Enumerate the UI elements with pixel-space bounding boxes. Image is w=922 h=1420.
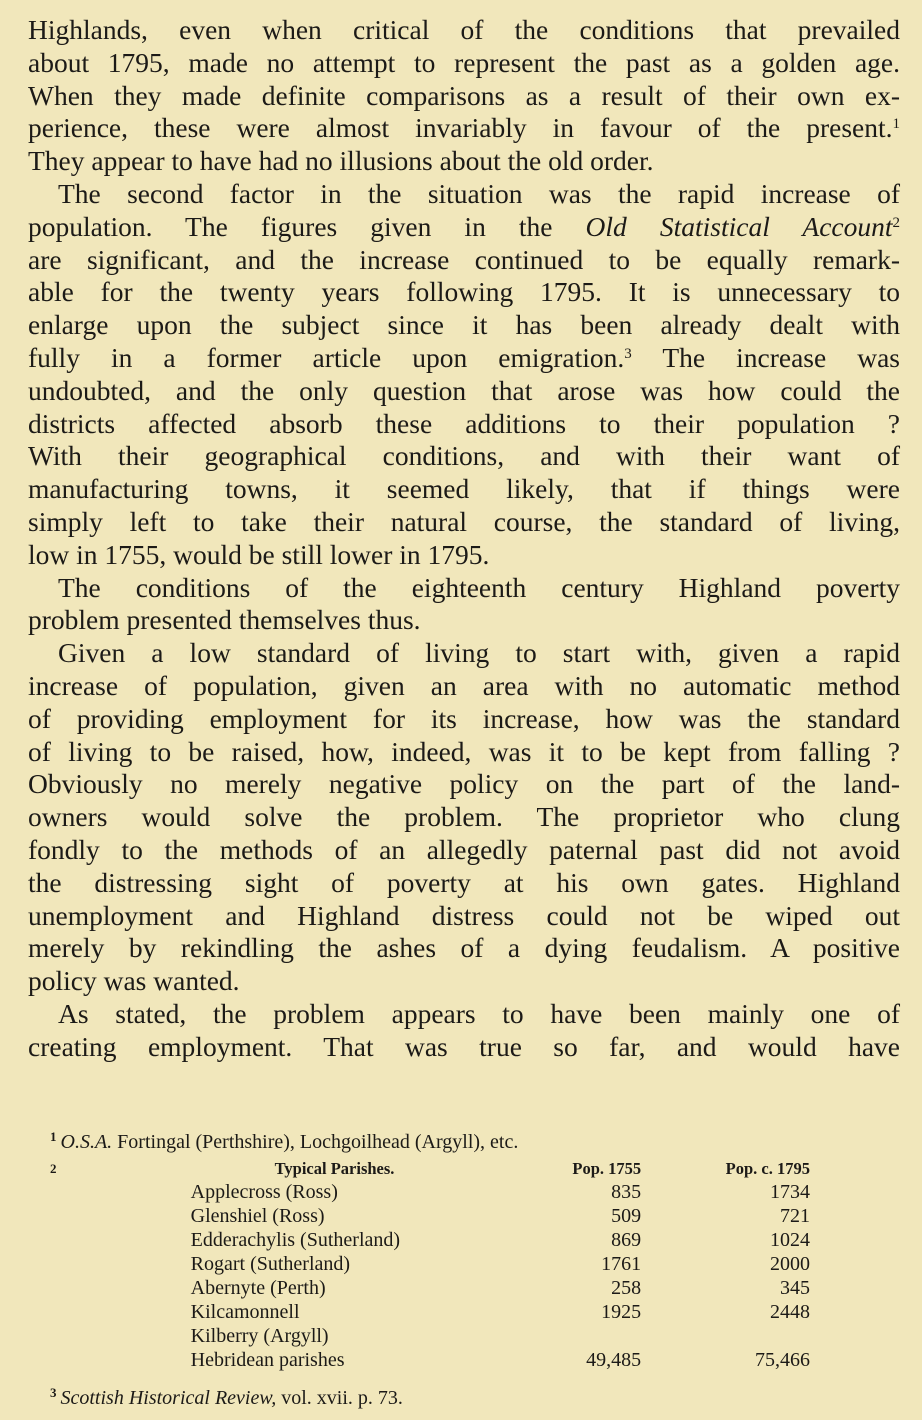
pop-1795-cell: 2000 [770, 1253, 810, 1275]
pop-1755-cell: 1761 [601, 1253, 642, 1275]
text-segment: When they made definite comparisons as a result of their own ex- [28, 79, 900, 111]
pop-1795-cell: 1734 [770, 1181, 810, 1203]
text-line [28, 1031, 900, 1064]
table-row [50, 1324, 810, 1348]
spacer-cell [50, 1180, 191, 1204]
footnote-3 [50, 1380, 403, 1411]
footnote-marker: 2 [50, 1161, 57, 1176]
spacer-cell [50, 1228, 191, 1252]
pop-1755-cell [558, 1324, 641, 1348]
text-line [28, 342, 900, 375]
text-line [28, 375, 900, 408]
pop-1795-cell: 721 [780, 1205, 810, 1227]
text-segment: manufacturing towns, it seemed likely, that if things were [28, 473, 900, 505]
footnote-text: Fortingal (Perthshire), Lochgoilhead (Argyll), etc. [112, 1131, 519, 1153]
pop-1795-cell: 1024 [770, 1229, 810, 1251]
text-line [28, 965, 900, 998]
spacer-cell [50, 1300, 191, 1324]
text-segment: districts affected absorb these additions to their population ? [28, 407, 900, 439]
text-segment: They appear to have had no illusions about the old order. [28, 145, 654, 177]
pop-1795-cell: 75,466 [755, 1349, 810, 1371]
text-segment: The increase was [631, 341, 900, 373]
text-line [28, 112, 900, 145]
text-line [28, 408, 900, 441]
text-segment: Obviously no merely negative policy on the part of the land- [28, 768, 900, 800]
text-segment: Highlands, even when critical of the conditions that prevailed [28, 14, 900, 45]
footnote-citation: O.S.A. [60, 1131, 113, 1153]
spacer-cell [50, 1276, 191, 1300]
text-segment: perience, these were almost invariably in favour of the present. [28, 112, 893, 144]
parish-cell: Kilcamonnell [190, 1301, 300, 1323]
pop-1795-cell [641, 1324, 810, 1348]
text-line [28, 703, 900, 736]
spacer-cell [50, 1324, 191, 1348]
text-segment: With their geographical conditions, and with their want of [28, 440, 900, 472]
text-line [28, 14, 900, 47]
text-line [28, 867, 900, 900]
footnote-reference: 2 [892, 214, 900, 231]
text-segment: the distressing sight of poverty at his own gates. Highland [28, 866, 900, 898]
text-segment: The conditions of the eighteenth century Highland poverty [58, 571, 900, 603]
footnote-text: vol. xvii. p. 73. [276, 1387, 403, 1409]
text-segment: The second factor in the situation was the rapid increase of [58, 177, 900, 209]
text-segment: problem presented themselves thus. [28, 604, 421, 636]
text-line [28, 244, 900, 277]
pop-1755-cell: 1925 [601, 1301, 642, 1323]
text-line [28, 801, 900, 834]
text-line [28, 670, 900, 703]
text-line [28, 473, 900, 506]
parish-cell: Edderachylis (Sutherland) [190, 1229, 401, 1251]
text-segment: enlarge upon the subject since it has been already dealt with [28, 309, 900, 341]
text-segment: Given a low standard of living to start with, given a rapid [58, 637, 900, 669]
text-segment: able for the twenty years following 1795. It is unnecessary to [28, 276, 900, 308]
text-segment: creating employment. That was true so far, and would have [28, 1030, 900, 1062]
text-line [28, 637, 900, 670]
footnote-reference: 1 [892, 116, 900, 133]
text-segment: merely by rekindling the ashes of a dying feudalism. A positive [28, 932, 900, 964]
text-segment: increase of population, given an area with no automatic method [28, 669, 900, 701]
table-header-parishes: Typical Parishes. [274, 1159, 395, 1178]
pop-1755-cell: 49,485 [586, 1349, 642, 1371]
table-header-pop-1755: Pop. 1755 [572, 1159, 642, 1178]
text-line [28, 47, 900, 80]
text-line [28, 900, 900, 933]
pop-1795-cell: 345 [780, 1277, 810, 1299]
table-row [50, 1348, 810, 1372]
text-segment: about 1795, made no attempt to represent the past as a golden age. [28, 46, 900, 78]
table-row [50, 1276, 810, 1300]
text-line [28, 506, 900, 539]
footnote-reference: 3 [624, 345, 632, 362]
text-line [28, 309, 900, 342]
parish-cell: Kilberry (Argyll) [190, 1325, 329, 1347]
pop-1755-cell: 258 [611, 1277, 642, 1299]
parish-cell: Hebridean parishes [190, 1349, 345, 1371]
text-line [28, 604, 900, 637]
text-segment: population. The figures given in the [28, 210, 586, 242]
pop-1795-cell: 2448 [770, 1301, 810, 1323]
spacer-cell [50, 1204, 191, 1228]
parish-cell: Applecross (Ross) [190, 1181, 338, 1203]
footnote-citation: Scottish Historical Review, [60, 1387, 277, 1409]
text-segment: of living to be raised, how, indeed, was it to be kept from falling ? [28, 735, 900, 767]
text-line [28, 539, 900, 572]
body-text [28, 14, 900, 1064]
italic-title: Old Statistical Account [585, 210, 893, 242]
text-segment: simply left to take their natural course, the standard of living, [28, 505, 900, 537]
text-segment: fully in a former article upon emigration. [28, 341, 625, 373]
text-segment: fondly to the methods of an allegedly paternal past did not avoid [28, 833, 900, 865]
text-segment: As stated, the problem appears to have been mainly one of [58, 997, 900, 1029]
text-line [28, 572, 900, 605]
pop-1755-cell: 869 [611, 1229, 642, 1251]
footnotes [50, 1124, 810, 1409]
text-line [28, 145, 900, 178]
footnote-2-population-table [50, 1158, 810, 1372]
text-line [28, 211, 900, 244]
text-segment: are significant, and the increase continued to be equally remark- [28, 243, 900, 275]
text-line [28, 80, 900, 113]
text-line [28, 736, 900, 769]
spacer-cell [50, 1252, 191, 1276]
table-row [50, 1204, 810, 1228]
footnote-marker: 1 [50, 1129, 57, 1144]
text-segment: undoubted, and the only question that arose was how could the [28, 374, 900, 406]
parish-cell: Rogart (Sutherland) [190, 1253, 351, 1275]
text-line [28, 276, 900, 309]
text-line [28, 178, 900, 211]
footnote-marker: 3 [50, 1385, 57, 1400]
text-segment: unemployment and Highland distress could not be wiped out [28, 899, 900, 931]
text-line [28, 998, 900, 1031]
text-segment: owners would solve the problem. The proprietor who clung [28, 801, 900, 833]
footnote-1 [50, 1124, 810, 1155]
table-row [50, 1300, 810, 1324]
text-segment: policy was wanted. [28, 965, 240, 997]
table-row [50, 1228, 810, 1252]
parish-cell: Abernyte (Perth) [190, 1277, 326, 1299]
table-row [50, 1252, 810, 1276]
text-segment: of providing employment for its increase, how was the standard [28, 702, 900, 734]
text-line [28, 932, 900, 965]
text-line [28, 768, 900, 801]
text-segment: low in 1755, would be still lower in 1795. [28, 538, 490, 570]
text-line [28, 834, 900, 867]
pop-1755-cell: 509 [611, 1205, 642, 1227]
parish-cell: Glenshiel (Ross) [190, 1205, 325, 1227]
pop-1755-cell: 835 [611, 1181, 642, 1203]
spacer-cell [50, 1348, 191, 1372]
table-row [50, 1180, 810, 1204]
text-line [28, 440, 900, 473]
table-header-pop-1795: Pop. c. 1795 [725, 1159, 810, 1178]
